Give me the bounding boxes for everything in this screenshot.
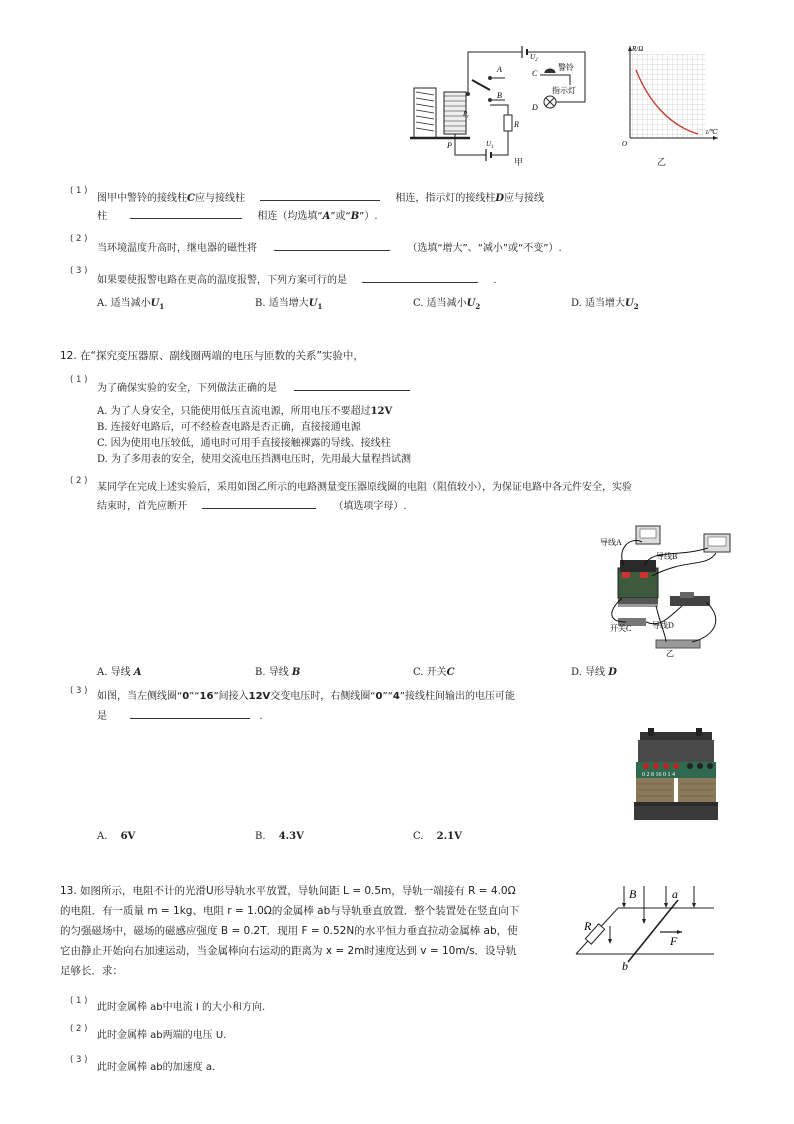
q11-3-option-c[interactable]: C. 适当减小$U_2$ — [413, 298, 481, 311]
q11-1-blank-2[interactable] — [130, 208, 242, 219]
label-r: R — [514, 120, 519, 129]
label-switch-c: 开关C — [610, 624, 632, 633]
q13-2-text: 此时金属棒 ab两端的电压 U. — [97, 1030, 227, 1041]
q13-3-number: ( 3 ) — [70, 1055, 88, 1065]
label-u1: U — [486, 140, 492, 148]
q13-1-text: 此时金属棒 ab中电流 I 的大小和方向. — [97, 1002, 266, 1013]
rt-graph-figure — [618, 40, 728, 152]
q12-1-option-b[interactable]: B. 连接好电路后，可不经检查电路是否正确，直接接通电源 — [97, 422, 361, 433]
relay-circuit-figure — [400, 40, 600, 170]
q12-3-line1: 如图，当左侧线圈“0”“16”间接入12V交变电压时，右侧线圈“0”“4”接线柱间输出的电压可能 — [97, 691, 515, 702]
q11-2-number: ( 2 ) — [70, 234, 88, 244]
q11-3-option-d[interactable]: D. 适当增大$U_2$ — [571, 298, 639, 311]
transformer-circuit-caption: 乙 — [666, 649, 674, 658]
q13-line1: 13. 如图所示，电阻不计的光滑U形导轨水平放置，导轨间距 L = 0.5m，导轨一端接有 R = 4.0Ω — [60, 885, 516, 897]
q13-line2: 的电阻．有一质量 m = 1kg、电阻 r = 1.0Ω的金属棒 ab与导轨垂直放置．整个装置处在竖直向下 — [60, 905, 520, 917]
q11-1-blank-1[interactable] — [260, 190, 380, 201]
label-c: C — [532, 69, 538, 78]
label-wire-a: 导线A — [600, 538, 622, 547]
label-u2: U — [530, 53, 536, 61]
graph-origin: O — [622, 140, 628, 148]
label-bell: 警铃 — [558, 63, 574, 72]
rail-label-f: F — [670, 934, 678, 948]
q12-2-line1: 某同学在完成上述实验后，采用如图乙所示的电路测量变压器原线圈的电阻（阻值较小），为保证电路中各元件安全，实验 — [97, 482, 632, 493]
q12-2-option-d[interactable]: D. 导线 D — [571, 667, 617, 678]
q13-3-text: 此时金属棒 ab的加速度 a. — [97, 1062, 216, 1073]
label-rt: R — [463, 110, 468, 118]
rail-label-b-field: B — [629, 887, 637, 901]
rail-label-r: R — [584, 919, 592, 933]
q13-line4: 它由静止开始向右加速运动，当金属棒向右运动的距离为 x = 2m时速度达到 v = 10m/s．设导轨 — [60, 945, 517, 957]
q11-3-option-b[interactable]: B. 适当增大$U_1$ — [255, 298, 323, 311]
graph-y-label: R/Ω — [632, 45, 644, 53]
q12-2-option-b[interactable]: B. 导线 B — [255, 667, 301, 678]
label-d: D — [532, 103, 538, 112]
graph-x-label: t/℃ — [706, 128, 718, 136]
label-b: B — [497, 91, 502, 100]
rail-figure — [574, 882, 724, 972]
q12-1-number: ( 1 ) — [70, 375, 88, 385]
q11-2-blank[interactable] — [274, 240, 390, 251]
q12-1-blank[interactable] — [294, 380, 410, 391]
transformer-circuit-photo — [596, 518, 736, 658]
q12-3-option-a[interactable]: A. 6V — [97, 831, 136, 842]
q12-title: 12. 在“探究变压器原、副线圈两端的电压与匝数的关系”实验中， — [60, 350, 364, 362]
q12-3-line2: 是 . — [97, 708, 263, 724]
q12-1-text: 为了确保实验的安全，下列做法正确的是 — [97, 380, 410, 396]
q12-2-blank[interactable] — [202, 498, 316, 509]
q11-1-number: ( 1 ) — [70, 186, 88, 196]
q13-line3: 的匀强磁场中，磁场的磁感应强度 B = 0.2T．现用 F = 0.52N的水平恒力垂直拉动金属棒 ab，使 — [60, 925, 518, 937]
q12-3-option-c[interactable]: C. 2.1V — [413, 831, 462, 842]
label-lamp: 指示灯 — [552, 86, 576, 95]
transformer-terminal-labels: 0 2 8 16 0 1 4 — [642, 772, 675, 778]
q11-2-text: 当环境温度升高时，继电器的磁性将 （选填“增大”、“减小”或“不变”）. — [97, 240, 562, 256]
q11-3-text: 如果要使报警电路在更高的温度报警，下列方案可行的是 . — [97, 272, 497, 288]
q12-3-option-b[interactable]: B. 4.3V — [255, 831, 304, 842]
q11-1-line1: 图甲中警铃的接线柱C应与接线柱 相连，指示灯的接线柱D应与接线 — [97, 190, 544, 206]
q12-3-blank[interactable] — [130, 708, 250, 719]
q11-1-line2: 柱 相连（均选填“A”或“B”）. — [97, 208, 378, 224]
q12-1-option-a[interactable]: A. 为了人身安全，只能使用低压直流电源，所用电压不要超过12V — [97, 406, 393, 417]
q11-3-blank[interactable] — [362, 272, 478, 283]
q12-1-option-c[interactable]: C. 因为使用电压较低，通电时可用手直接接触裸露的导线、接线柱 — [97, 438, 391, 449]
figure-jia-caption: 甲 — [514, 158, 524, 168]
q13-1-number: ( 1 ) — [70, 996, 88, 1006]
svg-text:U1: $U_1$ — [486, 140, 494, 150]
q11-3-number: ( 3 ) — [70, 266, 88, 276]
q12-2-option-c[interactable]: C. 开关C — [413, 667, 455, 678]
label-wire-b: 导线B — [656, 552, 678, 561]
transformer-photo — [630, 728, 722, 822]
figure-yi-caption: 乙 — [657, 158, 667, 168]
q13-2-number: ( 2 ) — [70, 1024, 88, 1034]
label-a: A — [497, 65, 502, 74]
q13-line5: 足够长．求： — [60, 965, 123, 977]
q12-2-line2: 结束时，首先应断开 （填选项字母）. — [97, 498, 407, 514]
svg-text:Rt: $R_t$ — [463, 110, 469, 120]
q12-2-number: ( 2 ) — [70, 476, 88, 486]
label-wire-d: 导线D — [652, 621, 674, 630]
svg-text:U2: $U_2$ — [530, 53, 538, 63]
q12-2-option-a[interactable]: A. 导线 A — [97, 667, 142, 678]
q12-3-number: ( 3 ) — [70, 686, 88, 696]
q12-1-option-d[interactable]: D. 为了多用表的安全，使用交流电压挡测电压时，先用最大量程挡试测 — [97, 454, 412, 465]
label-p: P — [447, 141, 452, 150]
rail-label-a: a — [672, 887, 678, 901]
rail-label-b-end: b — [622, 959, 628, 972]
q11-3-option-a[interactable]: A. 适当减小$U_1$ — [97, 298, 165, 311]
